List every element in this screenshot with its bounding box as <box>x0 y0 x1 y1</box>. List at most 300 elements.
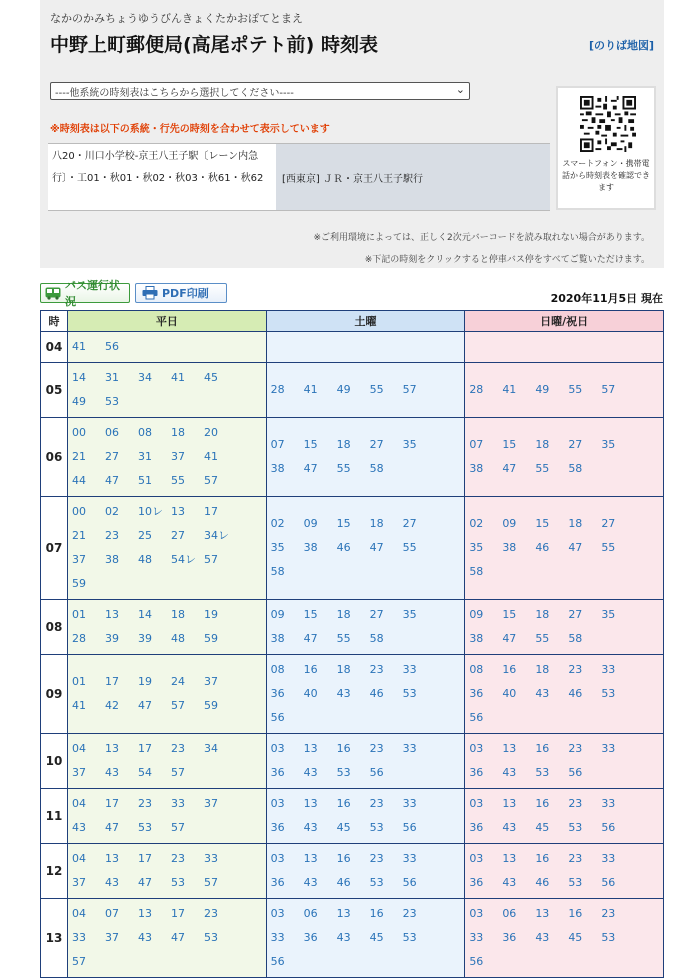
departure-minute[interactable]: 17 <box>171 907 185 920</box>
departure-minute[interactable]: 23 <box>568 663 583 676</box>
departure-minute[interactable]: 07 <box>105 907 119 920</box>
departure-minute[interactable]: 46 <box>568 687 583 700</box>
departure-minute[interactable]: 33 <box>601 742 616 755</box>
departure-minute[interactable]: 04 <box>72 852 86 865</box>
departure-minute[interactable]: 47 <box>171 931 185 944</box>
minute-list <box>267 600 465 654</box>
departure-minute[interactable]: 53 <box>204 931 218 944</box>
departure-minute[interactable]: 47 <box>138 876 152 889</box>
departure-minute[interactable]: 58 <box>270 565 285 578</box>
departure-minute[interactable]: 17 <box>105 797 119 810</box>
departure-minute[interactable]: 49 <box>336 383 351 396</box>
departure-minute[interactable]: 43 <box>535 931 550 944</box>
departure-minute[interactable]: 57 <box>204 553 218 566</box>
departure-minute[interactable]: 08 <box>469 663 484 676</box>
departure-minute[interactable]: 14 <box>72 371 86 384</box>
saturday-cell <box>266 332 465 363</box>
departure-minute[interactable]: 55 <box>568 383 583 396</box>
departure-minute[interactable]: 18 <box>568 517 583 530</box>
departure-minute[interactable]: 16 <box>535 852 550 865</box>
departure-minute[interactable]: 56 <box>270 711 285 724</box>
departure-minute[interactable]: 00 <box>72 426 86 439</box>
departure-minute[interactable]: 57 <box>171 699 185 712</box>
departure-minute[interactable]: 43 <box>303 766 318 779</box>
departure-minute[interactable]: 36 <box>502 931 517 944</box>
departure-minute[interactable]: 43 <box>105 876 119 889</box>
route-destination: [西東京] ＪＲ・京王八王子駅行 <box>276 144 550 210</box>
departure-minute[interactable]: 33 <box>402 797 417 810</box>
departure-minute[interactable]: 33 <box>469 931 484 944</box>
departure-minute[interactable]: 58 <box>369 632 384 645</box>
departure-minute[interactable]: 54レ <box>171 553 196 566</box>
departure-minute[interactable]: 53 <box>535 766 550 779</box>
departure-minute[interactable]: 35 <box>601 438 616 451</box>
departure-minute[interactable]: 41 <box>171 371 185 384</box>
departure-minute[interactable]: 46 <box>535 876 550 889</box>
departure-minute[interactable]: 43 <box>303 821 318 834</box>
departure-minute[interactable]: 16 <box>535 797 550 810</box>
departure-minute[interactable]: 13 <box>303 852 318 865</box>
departure-minute[interactable]: 15 <box>502 608 517 621</box>
departure-minute[interactable]: 18 <box>535 438 550 451</box>
departure-minute[interactable]: 38 <box>502 541 517 554</box>
departure-minute[interactable]: 13 <box>138 907 152 920</box>
departure-minute[interactable]: 23 <box>568 742 583 755</box>
departure-minute[interactable]: 23 <box>369 663 384 676</box>
departure-minute[interactable]: 13 <box>105 742 119 755</box>
departure-minute[interactable]: 20 <box>204 426 218 439</box>
departure-minute[interactable]: 57 <box>601 383 616 396</box>
departure-minute[interactable]: 21 <box>72 450 86 463</box>
departure-minute[interactable]: 16 <box>502 663 517 676</box>
departure-minute[interactable]: 37 <box>204 675 218 688</box>
departure-minute[interactable]: 04 <box>72 907 86 920</box>
departure-minute[interactable]: 36 <box>303 931 318 944</box>
departure-minute[interactable]: 35 <box>270 541 285 554</box>
departure-minute[interactable]: 01 <box>72 608 86 621</box>
departure-minute[interactable]: 33 <box>402 852 417 865</box>
departure-minute[interactable]: 17 <box>138 852 152 865</box>
departure-minute[interactable]: 03 <box>469 907 484 920</box>
departure-minute[interactable]: 09 <box>270 608 285 621</box>
departure-minute[interactable]: 55 <box>171 474 185 487</box>
departure-minute[interactable]: 38 <box>105 553 119 566</box>
departure-minute[interactable]: 47 <box>568 541 583 554</box>
departure-minute[interactable]: 19 <box>204 608 218 621</box>
departure-minute[interactable]: 51 <box>138 474 152 487</box>
departure-minute[interactable]: 37 <box>72 876 86 889</box>
departure-minute[interactable]: 18 <box>369 517 384 530</box>
departure-minute[interactable]: 37 <box>72 553 86 566</box>
departure-minute[interactable]: 18 <box>535 608 550 621</box>
departure-minute[interactable]: 13 <box>535 907 550 920</box>
departure-minute[interactable]: 16 <box>303 663 318 676</box>
departure-minute[interactable]: 47 <box>502 462 517 475</box>
departure-minute[interactable]: 41 <box>502 383 517 396</box>
departure-minute[interactable]: 49 <box>535 383 550 396</box>
departure-minute[interactable]: 23 <box>568 852 583 865</box>
table-row <box>41 734 664 789</box>
departure-minute[interactable]: 33 <box>402 742 417 755</box>
table-row <box>41 497 664 600</box>
departure-minute[interactable]: 57 <box>204 876 218 889</box>
departure-minute[interactable]: 15 <box>502 438 517 451</box>
departure-minute[interactable]: 56 <box>469 955 484 968</box>
departure-minute[interactable]: 03 <box>469 852 484 865</box>
departure-minute[interactable]: 43 <box>336 687 351 700</box>
departure-minute[interactable]: 13 <box>105 608 119 621</box>
departure-minute[interactable]: 36 <box>270 687 285 700</box>
departure-minute[interactable]: 47 <box>369 541 384 554</box>
departure-minute[interactable]: 31 <box>138 450 152 463</box>
departure-minute[interactable]: 55 <box>369 383 384 396</box>
departure-minute[interactable]: 31 <box>105 371 119 384</box>
saturday-cell <box>266 734 465 789</box>
departure-minute[interactable]: 15 <box>303 438 318 451</box>
departure-minute[interactable]: 43 <box>303 876 318 889</box>
departure-minute[interactable]: 57 <box>171 821 185 834</box>
departure-minute[interactable]: 36 <box>270 821 285 834</box>
departure-minute[interactable]: 47 <box>303 462 318 475</box>
departure-minute[interactable]: 56 <box>105 340 119 353</box>
departure-minute[interactable]: 46 <box>535 541 550 554</box>
departure-minute[interactable]: 33 <box>171 797 185 810</box>
departure-minute[interactable]: 35 <box>402 438 417 451</box>
saturday-cell <box>266 418 465 497</box>
departure-minute[interactable]: 13 <box>502 742 517 755</box>
departure-minute[interactable]: 53 <box>336 766 351 779</box>
departure-minute[interactable]: 43 <box>105 766 119 779</box>
departure-minute[interactable]: 13 <box>336 907 351 920</box>
departure-minute[interactable]: 06 <box>502 907 517 920</box>
bus-status-label: バス運行状況 <box>65 279 120 308</box>
departure-minute[interactable]: 27 <box>568 608 583 621</box>
departure-minute[interactable]: 14 <box>138 608 152 621</box>
stop-map-link[interactable]: [のりば地図] <box>588 39 654 52</box>
departure-minute[interactable]: 58 <box>568 632 583 645</box>
departure-minute[interactable]: 35 <box>402 608 417 621</box>
qr-code-panel <box>556 86 656 210</box>
departure-minute[interactable]: 23 <box>369 852 384 865</box>
departure-minute[interactable]: 16 <box>336 852 351 865</box>
departure-minute[interactable]: 23 <box>204 907 218 920</box>
departure-minute[interactable]: 48 <box>138 553 152 566</box>
departure-minute[interactable]: 09 <box>303 517 318 530</box>
departure-minute[interactable]: 53 <box>171 876 185 889</box>
departure-minute[interactable]: 33 <box>72 931 86 944</box>
departure-minute[interactable]: 34レ <box>204 529 229 542</box>
departure-minute[interactable]: 09 <box>502 517 517 530</box>
departure-minute[interactable]: 13 <box>303 797 318 810</box>
departure-minute[interactable]: 34 <box>138 371 152 384</box>
departure-minute[interactable]: 37 <box>72 766 86 779</box>
departure-minute[interactable]: 06 <box>105 426 119 439</box>
departure-minute[interactable]: 43 <box>336 931 351 944</box>
departure-minute[interactable]: 45 <box>568 931 583 944</box>
departure-minute[interactable]: 53 <box>568 876 583 889</box>
departure-minute[interactable]: 43 <box>502 766 517 779</box>
departure-minute[interactable]: 56 <box>402 876 417 889</box>
departure-minute[interactable]: 02 <box>105 505 119 518</box>
departure-minute[interactable]: 13 <box>171 505 185 518</box>
minute-list <box>465 509 663 587</box>
departure-minute[interactable]: 38 <box>303 541 318 554</box>
departure-minute[interactable]: 23 <box>138 797 152 810</box>
departure-minute[interactable]: 38 <box>469 632 484 645</box>
departure-minute[interactable]: 23 <box>601 907 616 920</box>
departure-minute[interactable]: 35 <box>469 541 484 554</box>
departure-minute[interactable]: 43 <box>72 821 86 834</box>
departure-minute[interactable]: 13 <box>502 852 517 865</box>
departure-minute[interactable]: 56 <box>469 711 484 724</box>
departure-minute[interactable]: 27 <box>105 450 119 463</box>
departure-minute[interactable]: 56 <box>402 821 417 834</box>
departure-minute[interactable]: 03 <box>270 852 285 865</box>
departure-minute[interactable]: 47 <box>502 632 517 645</box>
weekday-cell <box>68 600 267 655</box>
pdf-print-label: PDF印刷 <box>162 287 209 300</box>
departure-minute[interactable]: 27 <box>568 438 583 451</box>
departure-minute[interactable]: 17 <box>204 505 218 518</box>
departure-minute[interactable]: 41 <box>72 340 86 353</box>
departure-minute[interactable]: 03 <box>469 797 484 810</box>
departure-minute[interactable]: 41 <box>204 450 218 463</box>
departure-minute[interactable]: 45 <box>369 931 384 944</box>
departure-minute[interactable]: 54 <box>138 766 152 779</box>
departure-minute[interactable]: 53 <box>369 821 384 834</box>
departure-minute[interactable]: 53 <box>601 687 616 700</box>
departure-minute[interactable]: 44 <box>72 474 86 487</box>
departure-minute[interactable]: 23 <box>105 529 119 542</box>
departure-minute[interactable]: 57 <box>171 766 185 779</box>
departure-minute[interactable]: 36 <box>469 766 484 779</box>
departure-minute[interactable]: 33 <box>601 663 616 676</box>
col-header-saturday: 土曜 <box>266 311 465 332</box>
departure-minute[interactable]: 45 <box>204 371 218 384</box>
departure-minute[interactable]: 28 <box>270 383 285 396</box>
departure-minute[interactable]: 18 <box>535 663 550 676</box>
departure-minute[interactable]: 39 <box>105 632 119 645</box>
departure-minute[interactable]: 18 <box>336 438 351 451</box>
saturday-cell <box>266 789 465 844</box>
departure-minute[interactable]: 55 <box>402 541 417 554</box>
departure-minute[interactable]: 55 <box>535 632 550 645</box>
departure-minute[interactable]: 18 <box>336 608 351 621</box>
departure-minute[interactable]: 36 <box>270 766 285 779</box>
departure-minute[interactable]: 13 <box>502 797 517 810</box>
departure-minute[interactable]: 18 <box>336 663 351 676</box>
departure-minute[interactable]: 47 <box>105 474 119 487</box>
departure-minute[interactable]: 03 <box>469 742 484 755</box>
departure-minute[interactable]: 46 <box>369 687 384 700</box>
departure-minute[interactable]: 25 <box>138 529 152 542</box>
departure-minute[interactable]: 08 <box>270 663 285 676</box>
departure-minute[interactable]: 08 <box>138 426 152 439</box>
departure-minute[interactable]: 53 <box>568 821 583 834</box>
departure-minute[interactable]: 37 <box>105 931 119 944</box>
departure-minute[interactable]: 02 <box>469 517 484 530</box>
departure-minute[interactable]: 57 <box>72 955 86 968</box>
departure-minute[interactable]: 47 <box>303 632 318 645</box>
departure-minute[interactable]: 37 <box>204 797 218 810</box>
departure-minute[interactable]: 38 <box>270 462 285 475</box>
departure-minute[interactable]: 21 <box>72 529 86 542</box>
departure-minute[interactable]: 03 <box>270 742 285 755</box>
route-select[interactable] <box>50 82 470 100</box>
departure-minute[interactable]: 23 <box>568 797 583 810</box>
departure-minute[interactable]: 40 <box>502 687 517 700</box>
departure-minute[interactable]: 57 <box>402 383 417 396</box>
departure-minute[interactable]: 16 <box>369 907 384 920</box>
departure-minute[interactable]: 36 <box>270 876 285 889</box>
departure-minute[interactable]: 33 <box>402 663 417 676</box>
departure-minute[interactable]: 48 <box>171 632 185 645</box>
departure-minute[interactable]: 01 <box>72 675 86 688</box>
departure-minute[interactable]: 38 <box>270 632 285 645</box>
departure-minute[interactable]: 59 <box>72 577 86 590</box>
departure-minute[interactable]: 13 <box>105 852 119 865</box>
departure-minute[interactable]: 23 <box>369 742 384 755</box>
route-select-placeholder: ----他系統の時刻表はこちらから選択してください---- <box>55 88 294 99</box>
departure-minute[interactable]: 43 <box>502 821 517 834</box>
departure-minute[interactable]: 55 <box>535 462 550 475</box>
minute-list <box>68 332 266 362</box>
departure-minute[interactable]: 43 <box>502 876 517 889</box>
departure-minute[interactable]: 58 <box>568 462 583 475</box>
departure-minute[interactable]: 56 <box>568 766 583 779</box>
departure-minute[interactable]: 36 <box>469 687 484 700</box>
weekday-cell <box>68 734 267 789</box>
departure-minute[interactable]: 00 <box>72 505 86 518</box>
minute-list <box>267 375 465 405</box>
pdf-print-button[interactable] <box>135 283 227 303</box>
departure-minute[interactable]: 03 <box>270 907 285 920</box>
table-row <box>41 418 664 497</box>
departure-minute[interactable]: 39 <box>138 632 152 645</box>
departure-minute[interactable]: 04 <box>72 742 86 755</box>
departure-minute[interactable]: 40 <box>303 687 318 700</box>
departure-minute[interactable]: 53 <box>601 931 616 944</box>
departure-minute[interactable]: 36 <box>469 821 484 834</box>
minute-list <box>68 844 266 898</box>
departure-minute[interactable]: 23 <box>402 907 417 920</box>
departure-minute[interactable]: 45 <box>535 821 550 834</box>
departure-minute[interactable]: 43 <box>138 931 152 944</box>
departure-minute[interactable]: 58 <box>469 565 484 578</box>
departure-minute[interactable]: 15 <box>336 517 351 530</box>
departure-minute[interactable]: 19 <box>138 675 152 688</box>
departure-minute[interactable]: 46 <box>336 541 351 554</box>
departure-minute[interactable]: 55 <box>601 541 616 554</box>
departure-minute[interactable]: 03 <box>270 797 285 810</box>
departure-minute[interactable]: 53 <box>402 687 417 700</box>
departure-minute[interactable]: 16 <box>535 742 550 755</box>
departure-minute[interactable]: 56 <box>369 766 384 779</box>
departure-minute[interactable]: 47 <box>105 821 119 834</box>
departure-minute[interactable]: 23 <box>171 742 185 755</box>
departure-minute[interactable]: 27 <box>369 608 384 621</box>
departure-minute[interactable]: 38 <box>469 462 484 475</box>
departure-minute[interactable]: 36 <box>469 876 484 889</box>
departure-minute[interactable]: 33 <box>270 931 285 944</box>
departure-minute[interactable]: 33 <box>204 852 218 865</box>
departure-minute[interactable]: 13 <box>303 742 318 755</box>
departure-minute[interactable]: 27 <box>402 517 417 530</box>
hour-cell: 07 <box>41 497 68 600</box>
departure-minute[interactable]: 49 <box>72 395 86 408</box>
departure-minute[interactable]: 42 <box>105 699 119 712</box>
departure-minute[interactable]: 46 <box>336 876 351 889</box>
departure-minute[interactable]: 55 <box>336 632 351 645</box>
departure-minute[interactable]: 41 <box>303 383 318 396</box>
departure-minute[interactable]: 59 <box>204 699 218 712</box>
sunday-cell <box>465 789 664 844</box>
departure-minute[interactable]: 09 <box>469 608 484 621</box>
departure-minute[interactable]: 53 <box>369 876 384 889</box>
departure-minute[interactable]: 43 <box>535 687 550 700</box>
departure-minute[interactable]: 27 <box>369 438 384 451</box>
sunday-cell <box>465 734 664 789</box>
departure-minute[interactable]: 17 <box>105 675 119 688</box>
departure-minute[interactable]: 07 <box>469 438 484 451</box>
departure-minute[interactable]: 16 <box>568 907 583 920</box>
departure-minute[interactable]: 58 <box>369 462 384 475</box>
departure-minute[interactable]: 53 <box>402 931 417 944</box>
departure-minute[interactable]: 16 <box>336 797 351 810</box>
departure-minute[interactable]: 15 <box>535 517 550 530</box>
departure-minute[interactable]: 17 <box>138 742 152 755</box>
departure-minute[interactable]: 28 <box>469 383 484 396</box>
departure-minute[interactable]: 18 <box>171 426 185 439</box>
departure-minute[interactable]: 33 <box>601 797 616 810</box>
departure-minute[interactable]: 28 <box>72 632 86 645</box>
sunday-cell <box>465 600 664 655</box>
departure-minute[interactable]: 24 <box>171 675 185 688</box>
departure-minute[interactable]: 35 <box>601 608 616 621</box>
departure-minute[interactable]: 23 <box>369 797 384 810</box>
departure-minute[interactable]: 47 <box>138 699 152 712</box>
departure-minute[interactable]: 45 <box>336 821 351 834</box>
departure-minute[interactable]: 23 <box>171 852 185 865</box>
departure-minute[interactable]: 02 <box>270 517 285 530</box>
departure-minute[interactable]: 59 <box>204 632 218 645</box>
minute-list <box>68 734 266 788</box>
departure-minute[interactable]: 56 <box>601 876 616 889</box>
departure-minute[interactable]: 57 <box>204 474 218 487</box>
departure-minute[interactable]: 34 <box>204 742 218 755</box>
departure-minute[interactable]: 16 <box>336 742 351 755</box>
departure-minute[interactable]: 07 <box>270 438 285 451</box>
departure-minute[interactable]: 53 <box>138 821 152 834</box>
departure-minute[interactable]: 33 <box>601 852 616 865</box>
departure-minute[interactable]: 55 <box>336 462 351 475</box>
departure-minute[interactable]: 15 <box>303 608 318 621</box>
departure-minute[interactable]: 06 <box>303 907 318 920</box>
departure-minute[interactable]: 56 <box>601 821 616 834</box>
departure-minute[interactable]: 27 <box>601 517 616 530</box>
departure-minute[interactable]: 56 <box>270 955 285 968</box>
departure-minute[interactable]: 27 <box>171 529 185 542</box>
minute-list <box>68 418 266 496</box>
col-header-weekday: 平日 <box>68 311 267 332</box>
departure-minute[interactable]: 41 <box>72 699 86 712</box>
departure-minute[interactable]: 53 <box>105 395 119 408</box>
departure-minute[interactable]: 10レ <box>138 505 163 518</box>
departure-minute[interactable]: 37 <box>171 450 185 463</box>
bus-status-button[interactable] <box>40 279 130 308</box>
departure-minute[interactable]: 04 <box>72 797 86 810</box>
departure-minute[interactable]: 18 <box>171 608 185 621</box>
